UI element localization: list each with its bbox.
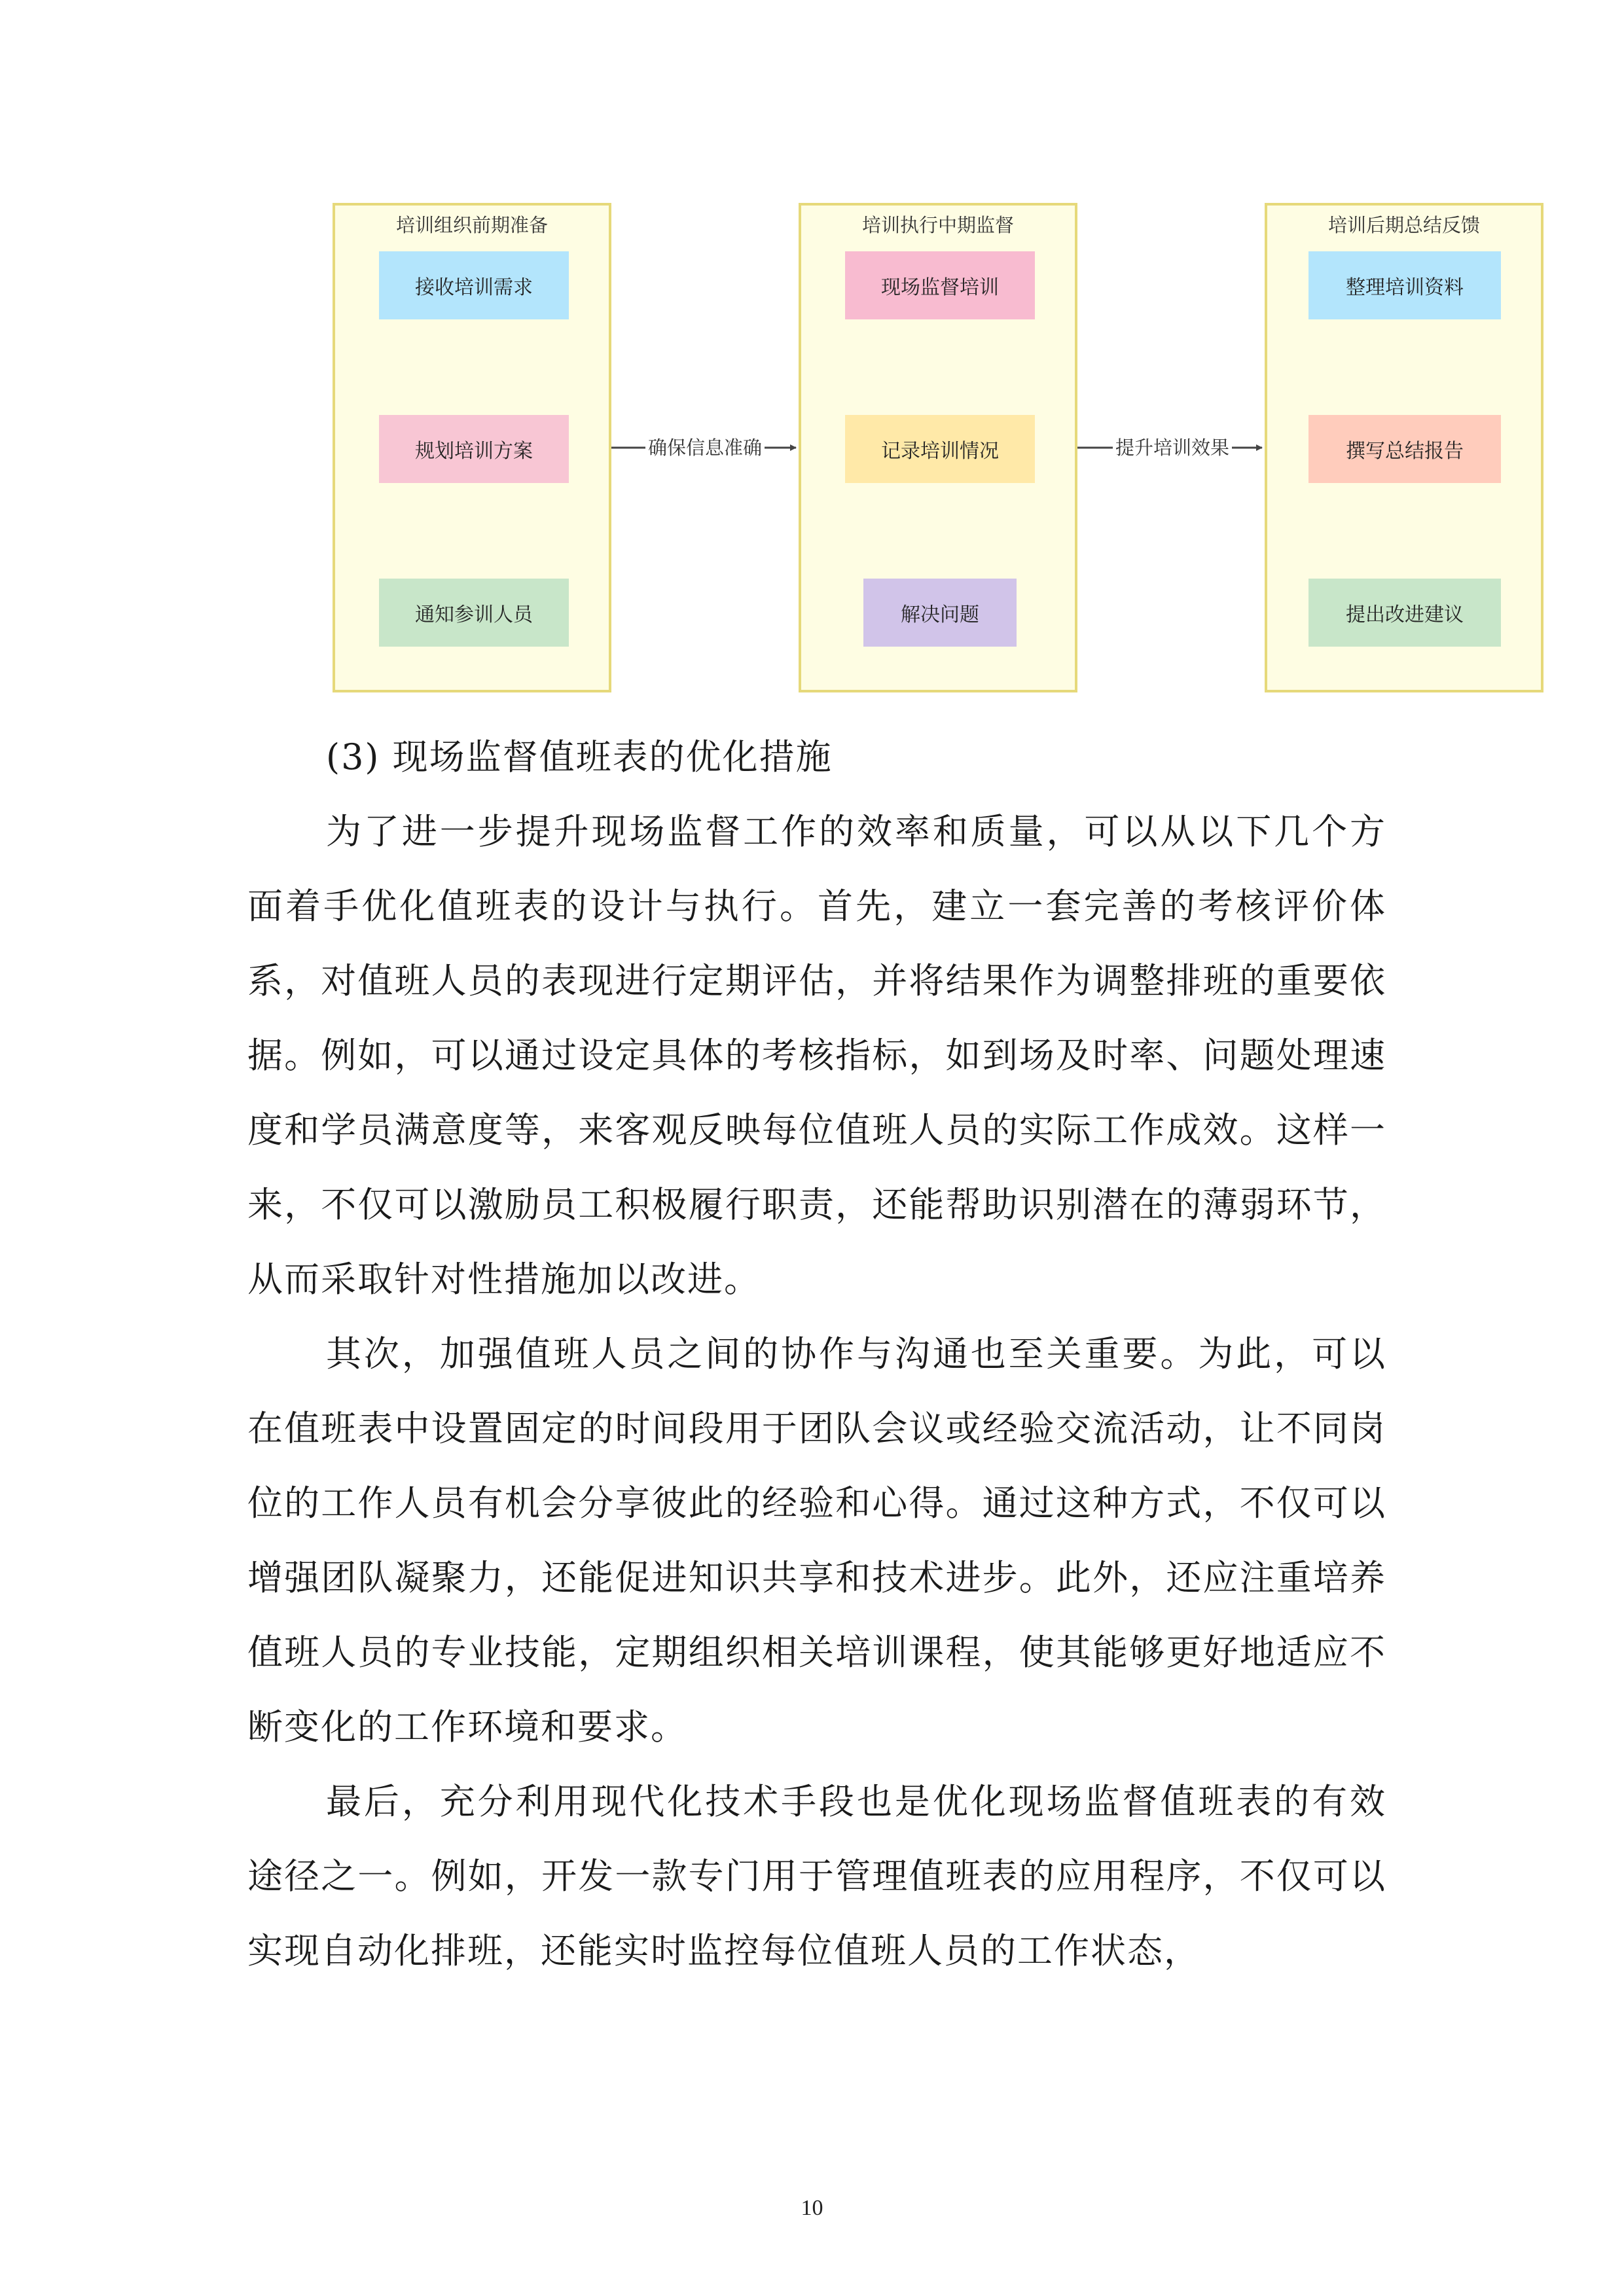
body-text [247, 720, 1386, 1988]
stage-title: 培训组织前期准备 [395, 214, 548, 236]
stage-column-preparation [333, 203, 611, 692]
node-receive-needs: 接收培训需求 [379, 251, 569, 319]
paragraph: 为了进一步提升现场监督工作的效率和质量，可以从以下几个方面着手优化值班表的设计与执行。首先，建立一套完善的考核评价体系，对值班人员的表现进行定期评估，并将结果作为调整排班的重要依据。例如，可以通过设定具体的考核指标，如到场及时率、问题处理速度和学员满意度等，来客观反映每位值班人员的实际工作成效。这样一来，不仅可以激励员工积极履行职责，还能帮助识别潜在的薄弱环节，从而采取针对性措施加以改进。 [247, 811, 1386, 1300]
section-heading: (3) 现场监督值班表的优化措施 [326, 736, 833, 778]
node-onsite-supervision: 现场监督培训 [845, 251, 1035, 319]
page-number: 10 [801, 2196, 823, 2220]
stage-title: 培训后期总结反馈 [1327, 214, 1480, 236]
link-label-ensure-accuracy: 确保信息准确 [645, 436, 765, 459]
node-solve-problems: 解决问题 [863, 579, 1017, 647]
node-organize-materials: 整理培训资料 [1308, 251, 1501, 319]
paragraph: 最后，充分利用现代化技术手段也是优化现场监督值班表的有效途径之一。例如，开发一款专门用于管理值班表的应用程序，不仅可以实现自动化排班，还能实时监控每位值班人员的工作状态， [247, 1781, 1386, 1971]
node-plan-scheme: 规划培训方案 [379, 415, 569, 483]
node-suggest-improvements: 提出改进建议 [1308, 579, 1501, 647]
node-write-report: 撰写总结报告 [1308, 415, 1501, 483]
stage-column-feedback [1265, 203, 1543, 692]
paragraph: 其次，加强值班人员之间的协作与沟通也至关重要。为此，可以在值班表中设置固定的时间段用于团队会议或经验交流活动，让不同岗位的工作人员有机会分享彼此的经验和心得。通过这种方式，不仅可以增强团队凝聚力，还能促进知识共享和技术进步。此外，还应注重培养值班人员的专业技能，定期组织相关培训课程，使其能够更好地适应不断变化的工作环境和要求。 [247, 1333, 1386, 1748]
node-notify-trainees: 通知参训人员 [379, 579, 569, 647]
node-record-training: 记录培训情况 [845, 415, 1035, 483]
link-label-improve-effect: 提升培训效果 [1113, 436, 1232, 459]
stage-title: 培训执行中期监督 [861, 214, 1014, 236]
training-flow-diagram [327, 203, 1532, 695]
stage-column-supervision [799, 203, 1077, 692]
